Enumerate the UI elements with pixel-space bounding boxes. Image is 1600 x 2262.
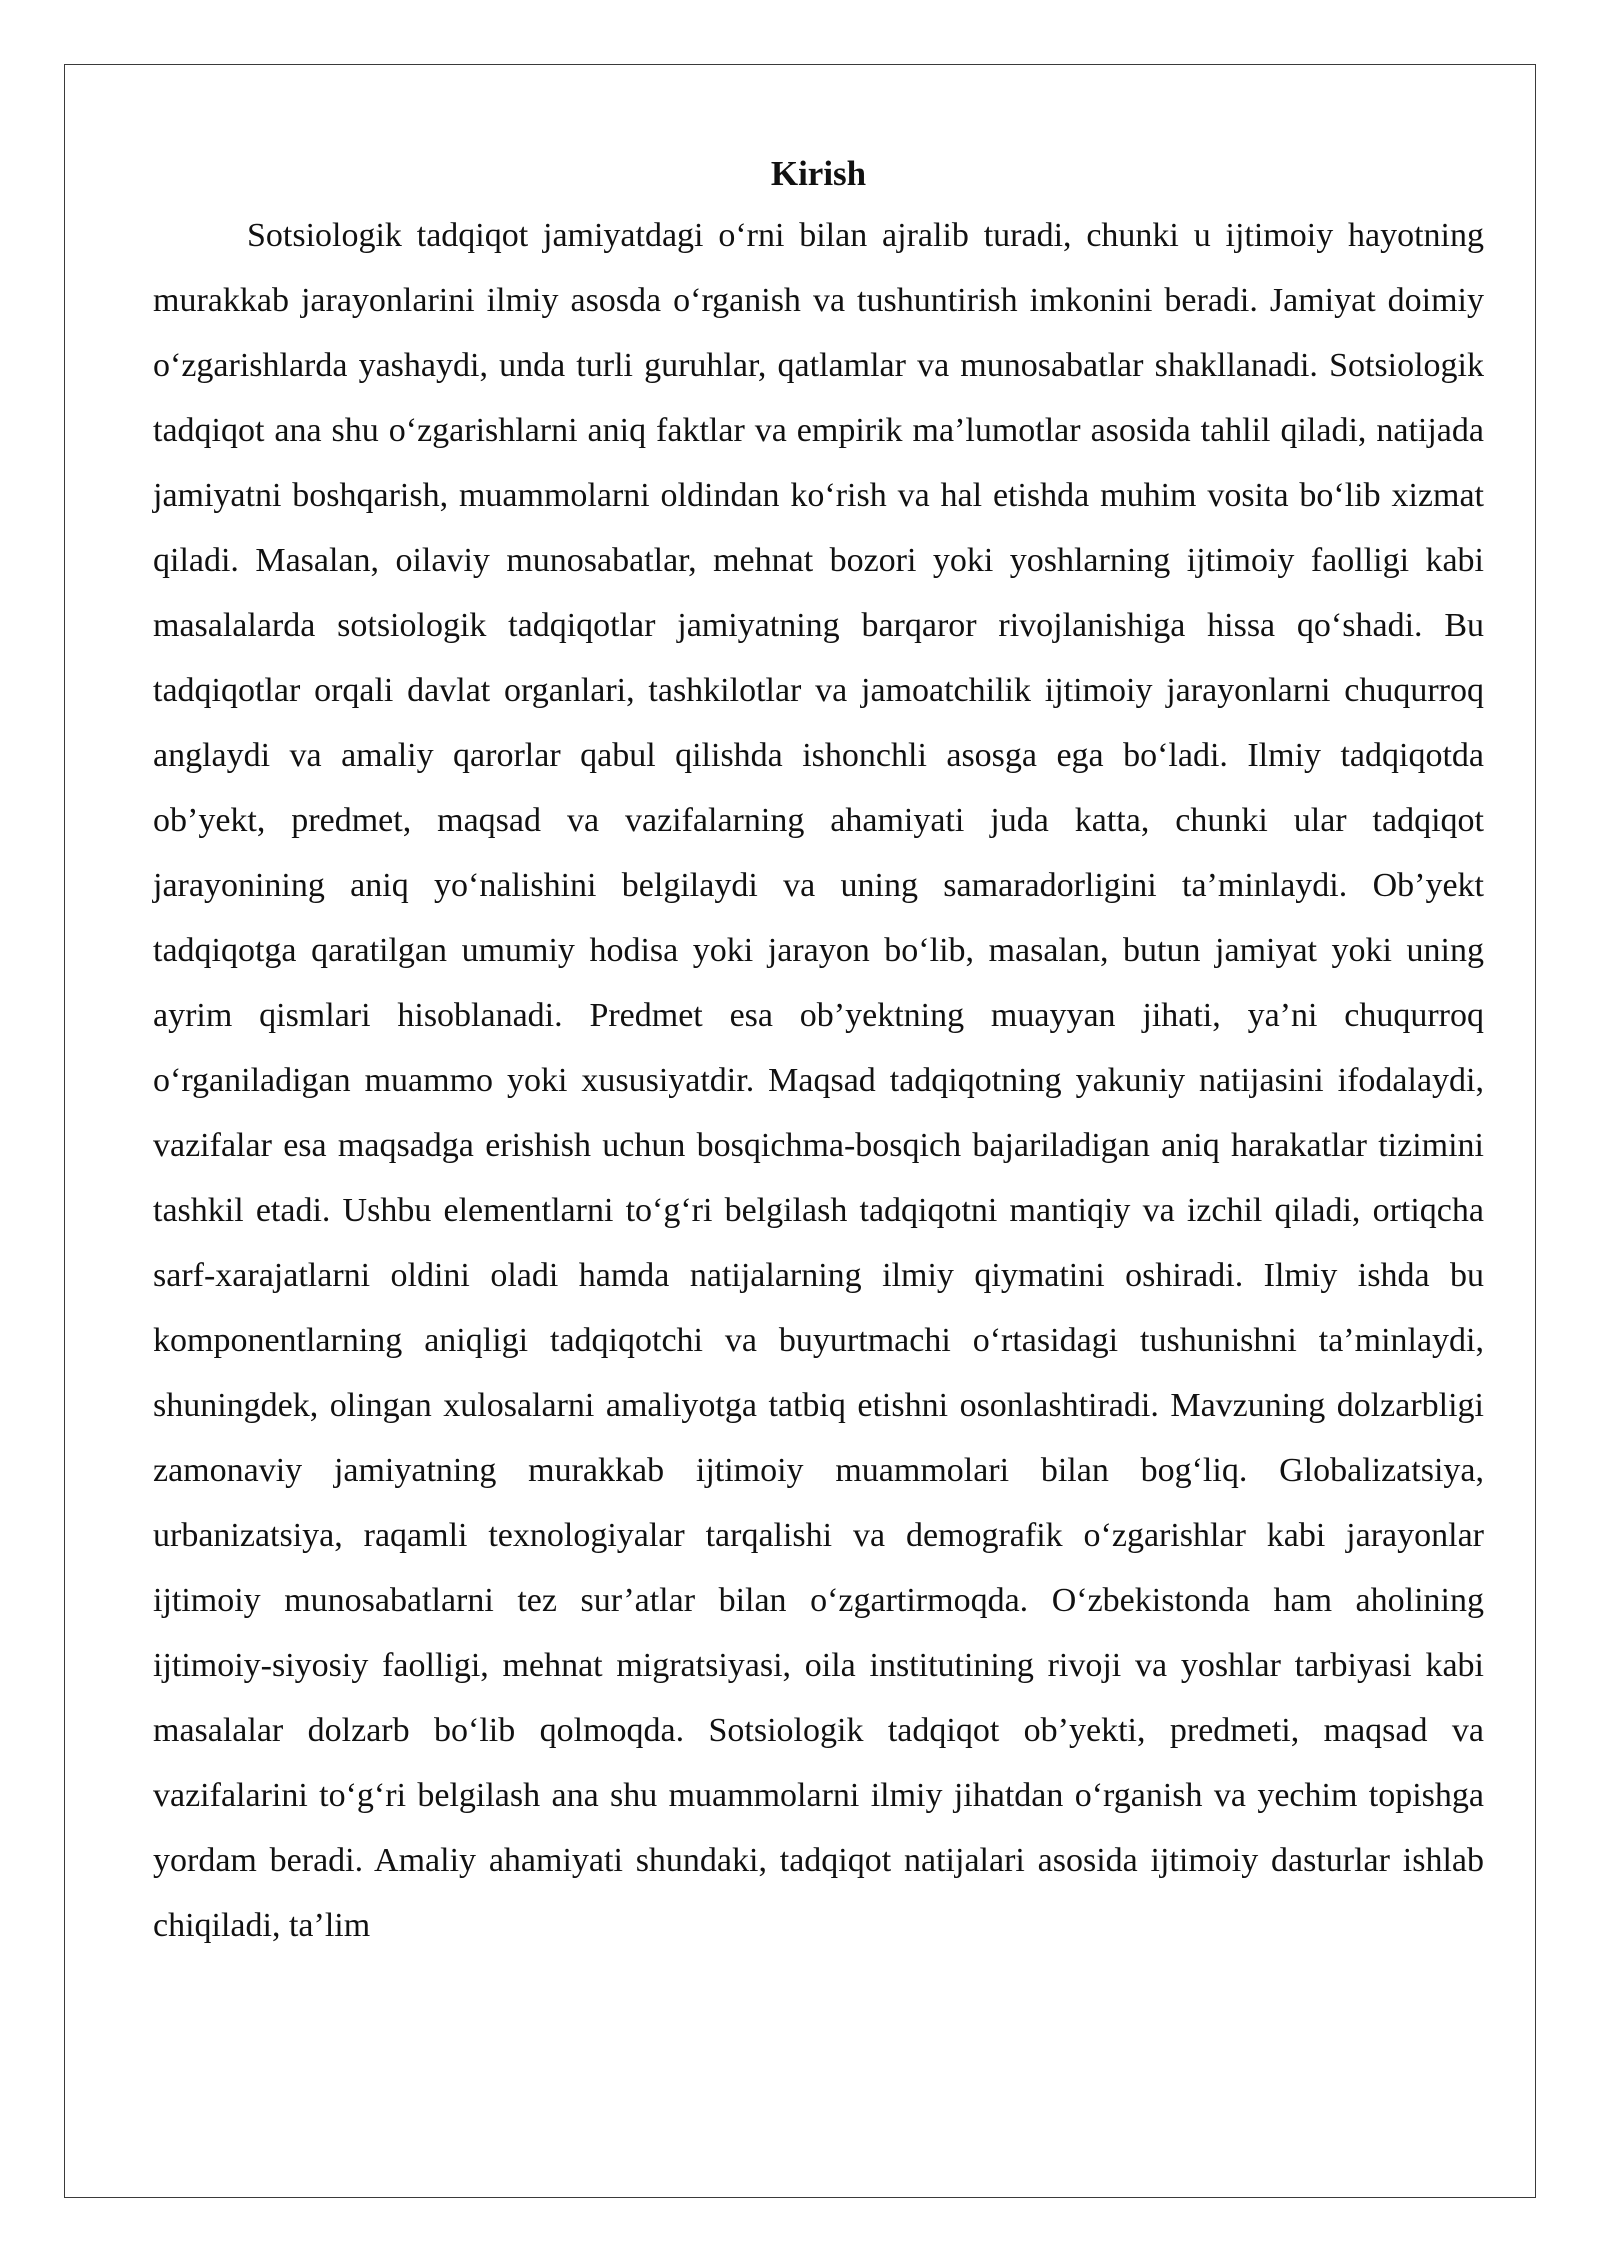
document-title: Kirish bbox=[770, 154, 867, 193]
body-paragraph: Sotsiologik tadqiqot jamiyatdagi o‘rni bilan ajralib turadi, chunki u ijtimoiy hayotning murakkab jarayonlarini ilmiy asosda o‘rganish va tushuntirish imkonini beradi. Jamiyat doimiy o‘zgarishlarda yashaydi, unda turli guruhlar, qatlamlar va munosabatlar shakllanadi. Sotsiologik tadqiqot ana shu o‘zgarishlarni aniq faktlar va empirik ma’lumotlar asosida tahlil qiladi, natijada jamiyatni boshqarish, muammolarni oldindan ko‘rish va hal etishda muhim vosita bo‘lib xizmat qiladi. Masalan, oilaviy munosabatlar, mehnat bozori yoki yoshlarning ijtimoiy faolligi kabi masalalarda sotsiologik tadqiqotlar jamiyatning barqaror rivojlanishiga hissa qo‘shadi. Bu tadqiqotlar orqali davlat organlari, tashkilotlar va jamoatchilik ijtimoiy jarayonlarni chuqurroq anglaydi va amaliy qarorlar qabul qilishda ishonchli asosga ega bo‘ladi. Ilmiy tadqiqotda ob’yekt, predmet, maqsad va vazifalarning ahamiyati juda katta, chunki ular tadqiqot jarayonining aniq yo‘nalishini belgilaydi va uning samaradorligini ta’minlaydi. Ob’yekt tadqiqotga qaratilgan umumiy hodisa yoki jarayon bo‘lib, masalan, butun jamiyat yoki uning ayrim qismlari hisoblanadi. Predmet esa ob’yektning muayyan jihati, ya’ni chuqurroq o‘rganiladigan muammo yoki xususiyatdir. Maqsad tadqiqotning yakuniy natijasini ifodalaydi, vazifalar esa maqsadga erishish uchun bosqichma-bosqich bajariladigan aniq harakatlar tizimini tashkil etadi. Ushbu elementlarni to‘g‘ri belgilash tadqiqotni mantiqiy va izchil qiladi, ortiqcha sarf-xarajatlarni oldini oladi hamda natijalarning ilmiy qiymatini oshiradi. Ilmiy ishda bu komponentlarning aniqligi tadqiqotchi va buyurtmachi o‘rtasidagi tushunishni ta’minlaydi, shuningdek, olingan xulosalarni amaliyotga tatbiq etishni osonlashtiradi. Mavzuning dolzarbligi zamonaviy jamiyatning murakkab ijtimoiy muammolari bilan bog‘liq. Globalizatsiya, urbanizatsiya, raqamli texnologiyalar tarqalishi va demografik o‘zgarishlar kabi jarayonlar ijtimoiy munosabatlarni tez sur’atlar bilan o‘zgartirmoqda. O‘zbekistonda ham aholining ijtimoiy-siyosiy faolligi, mehnat migratsiyasi, oila institutining rivoji va yoshlar tarbiyasi kabi masalalar dolzarb bo‘lib qolmoqda. Sotsiologik tadqiqot ob’yekti, predmeti, maqsad va vazifalarini to‘g‘ri belgilash ana shu muammolarni ilmiy jihatdan o‘rganish va yechim topishga yordam beradi. Amaliy ahamiyati shundaki, tadqiqot natijalari asosida ijtimoiy dasturlar ishlab chiqiladi, ta’lim bbox=[153, 217, 1484, 1944]
document-body bbox=[153, 145, 1484, 1958]
